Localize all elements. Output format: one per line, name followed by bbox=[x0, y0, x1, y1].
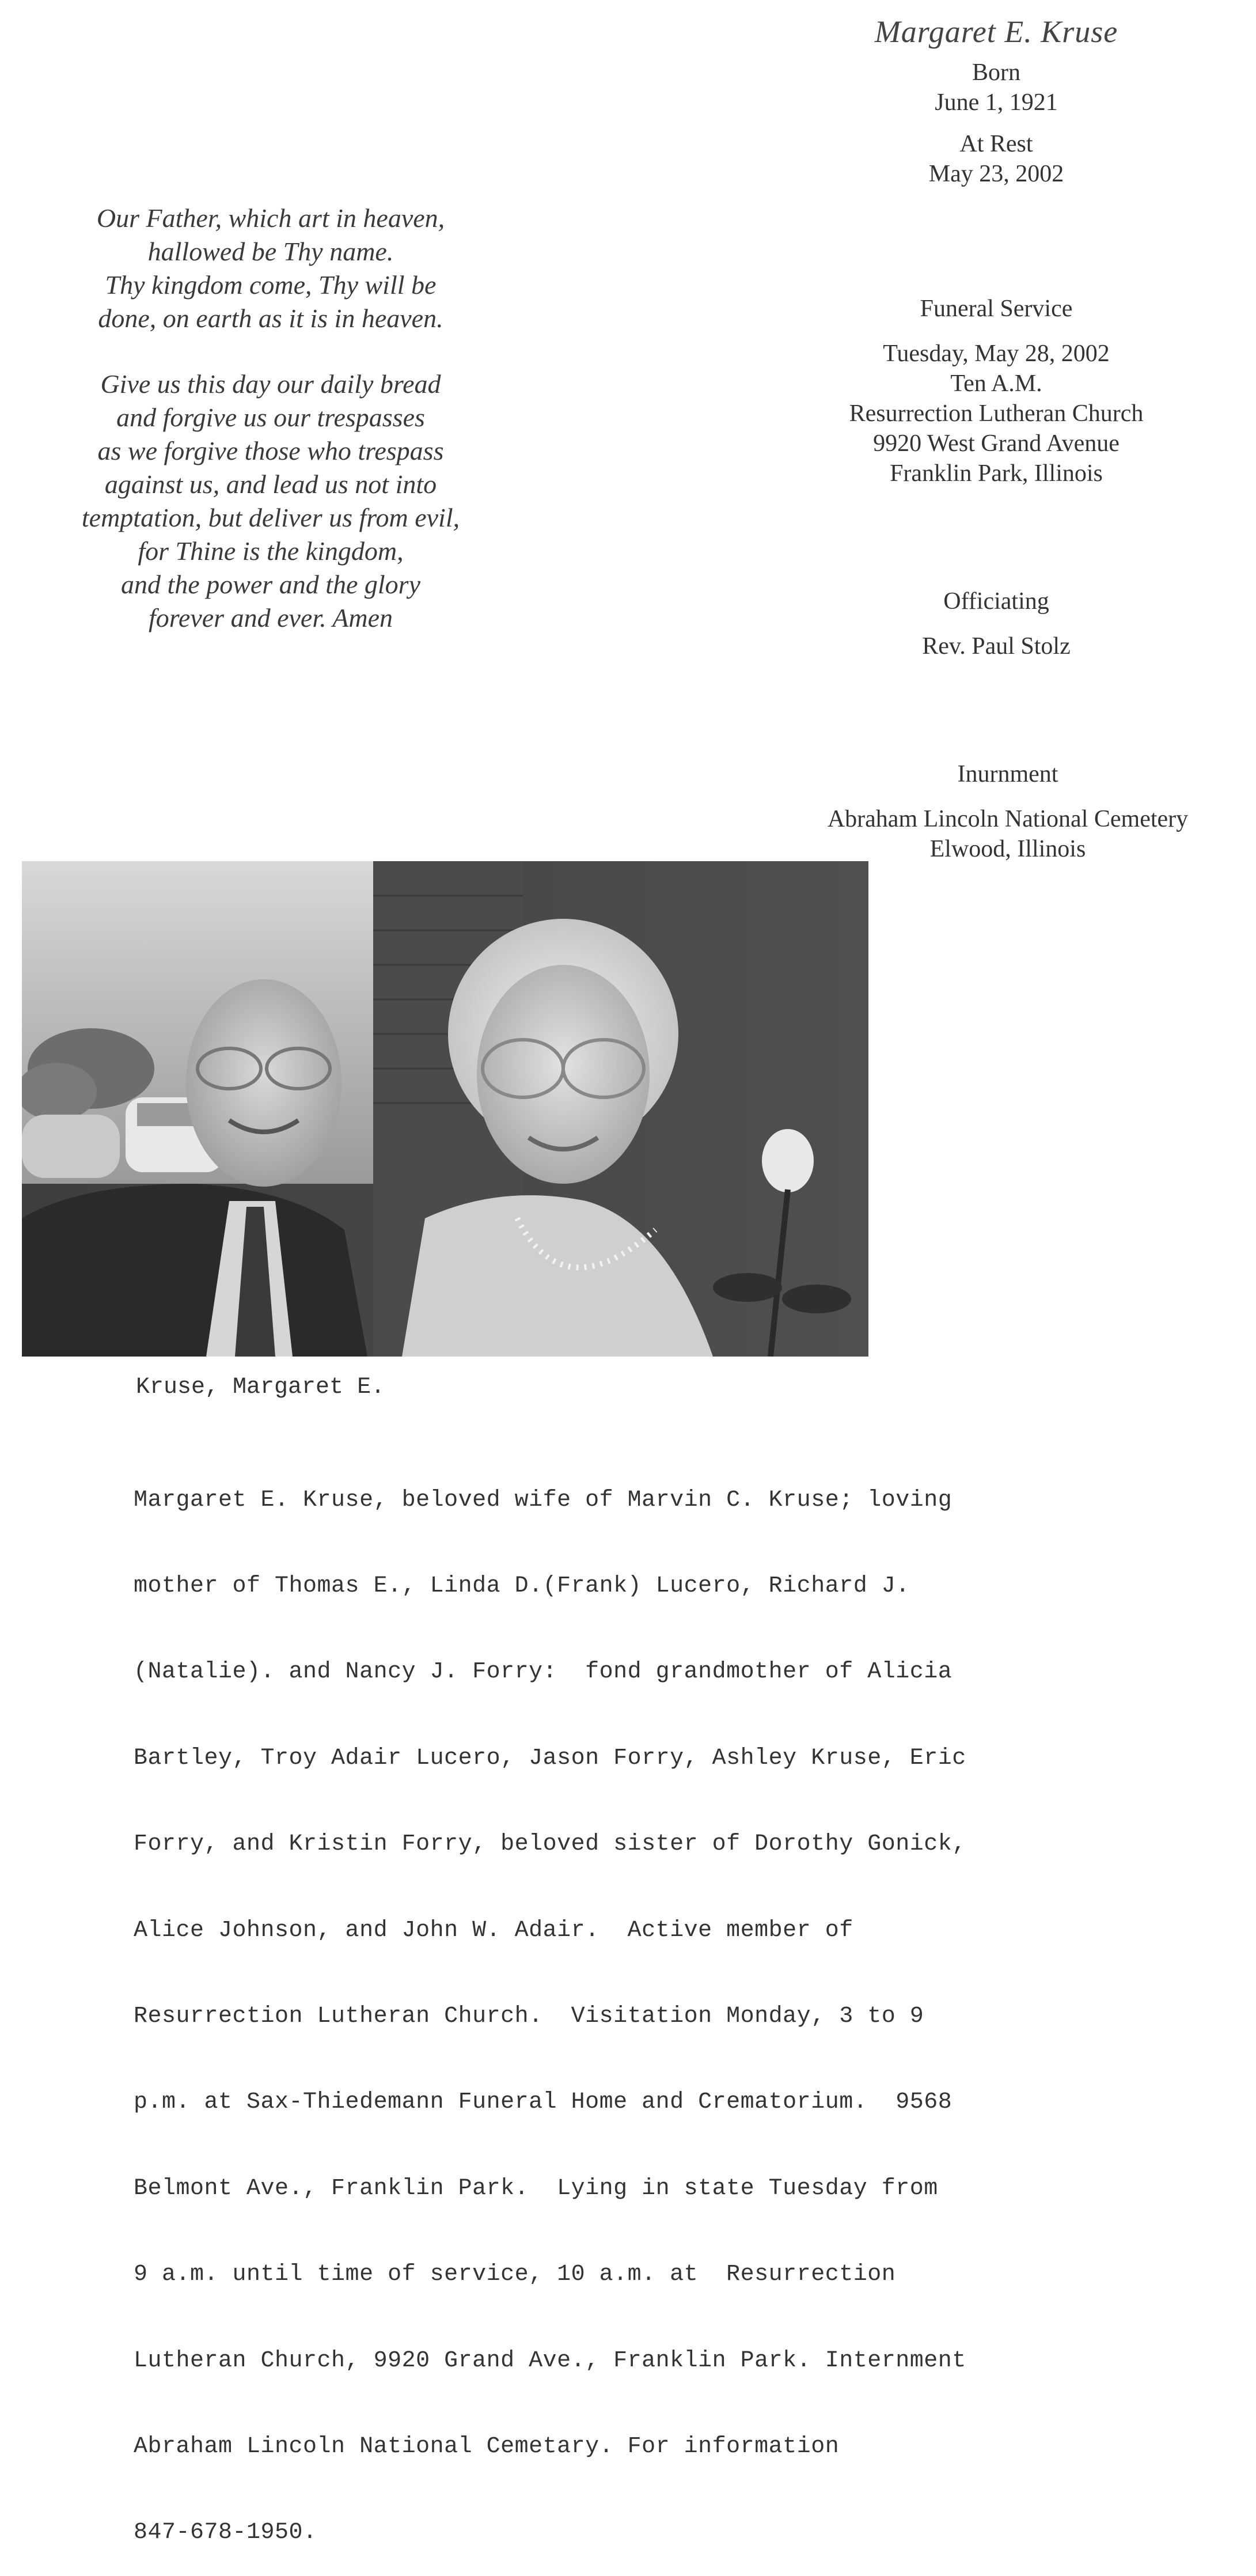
obituary-line: Margaret E. Kruse, beloved wife of Marvin C. Kruse; loving bbox=[134, 1487, 953, 1513]
rest-date: May 23, 2002 bbox=[928, 161, 1064, 187]
funeral-date: Tuesday, May 28, 2002 bbox=[883, 340, 1110, 367]
prayer-stanza-1 bbox=[35, 202, 507, 335]
deceased-name: Margaret E. Kruse bbox=[874, 14, 1118, 49]
obituary-line: Forry, and Kristin Forry, beloved sister of Dorothy Gonick, bbox=[134, 1831, 966, 1858]
obituary-line: p.m. at Sax-Thiedemann Funeral Home and Crematorium. 9568 bbox=[134, 2089, 953, 2116]
prayer-line: and forgive us our trespasses bbox=[116, 403, 425, 432]
prayer-line: and the power and the glory bbox=[121, 570, 420, 599]
prayer-stanza-2 bbox=[35, 368, 507, 635]
obituary-line: (Natalie). and Nancy J. Forry: fond grandmother of Alicia bbox=[134, 1659, 953, 1685]
prayer-line: done, on earth as it is in heaven. bbox=[98, 304, 443, 333]
lords-prayer bbox=[35, 202, 507, 667]
prayer-line: temptation, but deliver us from evil, bbox=[81, 503, 460, 532]
officiating-heading: Officiating bbox=[943, 588, 1049, 615]
couple-photo bbox=[22, 861, 868, 1357]
officiating-block bbox=[783, 586, 1209, 661]
funeral-service-block bbox=[783, 294, 1209, 488]
prayer-line: Give us this day our daily bread bbox=[100, 369, 441, 399]
obituary-heading: Kruse, Margaret E. bbox=[136, 1374, 385, 1400]
rest-label: At Rest bbox=[959, 131, 1033, 157]
couple-photo-illustration bbox=[22, 861, 868, 1357]
obituary-line: mother of Thomas E., Linda D.(Frank) Lucero, Richard J. bbox=[134, 1573, 910, 1599]
inurnment-heading: Inurnment bbox=[957, 761, 1058, 787]
obituary-line: Bartley, Troy Adair Lucero, Jason Forry, Ashley Kruse, Eric bbox=[134, 1745, 966, 1771]
obituary-line: Resurrection Lutheran Church. Visitation Monday, 3 to 9 bbox=[134, 2003, 924, 2029]
funeral-street: 9920 West Grand Avenue bbox=[873, 430, 1120, 457]
prayer-line: hallowed be Thy name. bbox=[147, 237, 394, 266]
funeral-city: Franklin Park, Illinois bbox=[890, 460, 1103, 487]
obituary-line: 847-678-1950. bbox=[134, 2520, 317, 2546]
born-label: Born bbox=[972, 59, 1020, 86]
prayer-line: Our Father, which art in heaven, bbox=[96, 203, 445, 233]
prayer-line: forever and ever. Amen bbox=[148, 603, 393, 632]
obituary-line: Alice Johnson, and John W. Adair. Active member of bbox=[134, 1917, 853, 1944]
funeral-service-heading: Funeral Service bbox=[920, 296, 1073, 322]
obituary-line: Lutheran Church, 9920 Grand Ave., Franklin Park. Internment bbox=[134, 2347, 966, 2374]
cemetery-name: Abraham Lincoln National Cemetery bbox=[827, 806, 1189, 832]
born-date: June 1, 1921 bbox=[935, 89, 1058, 116]
prayer-line: Thy kingdom come, Thy will be bbox=[105, 270, 437, 300]
obituary-line: Abraham Lincoln National Cemetary. For information bbox=[134, 2433, 840, 2460]
funeral-time: Ten A.M. bbox=[950, 370, 1042, 397]
cemetery-city: Elwood, Illinois bbox=[929, 836, 1086, 862]
prayer-line: against us, and lead us not into bbox=[104, 469, 437, 499]
prayer-line: for Thine is the kingdom, bbox=[138, 536, 404, 566]
funeral-church: Resurrection Lutheran Church bbox=[849, 400, 1144, 427]
obituary-text bbox=[134, 1429, 1228, 2576]
inurnment-block bbox=[795, 759, 1221, 864]
prayer-line: as we forgive those who trespass bbox=[97, 436, 444, 465]
header-block bbox=[783, 12, 1209, 189]
obituary-line: Belmont Ave., Franklin Park. Lying in state Tuesday from bbox=[134, 2175, 938, 2202]
officiant-name: Rev. Paul Stolz bbox=[922, 633, 1071, 660]
obituary-line: 9 a.m. until time of service, 10 a.m. at Resurrection bbox=[134, 2261, 896, 2288]
